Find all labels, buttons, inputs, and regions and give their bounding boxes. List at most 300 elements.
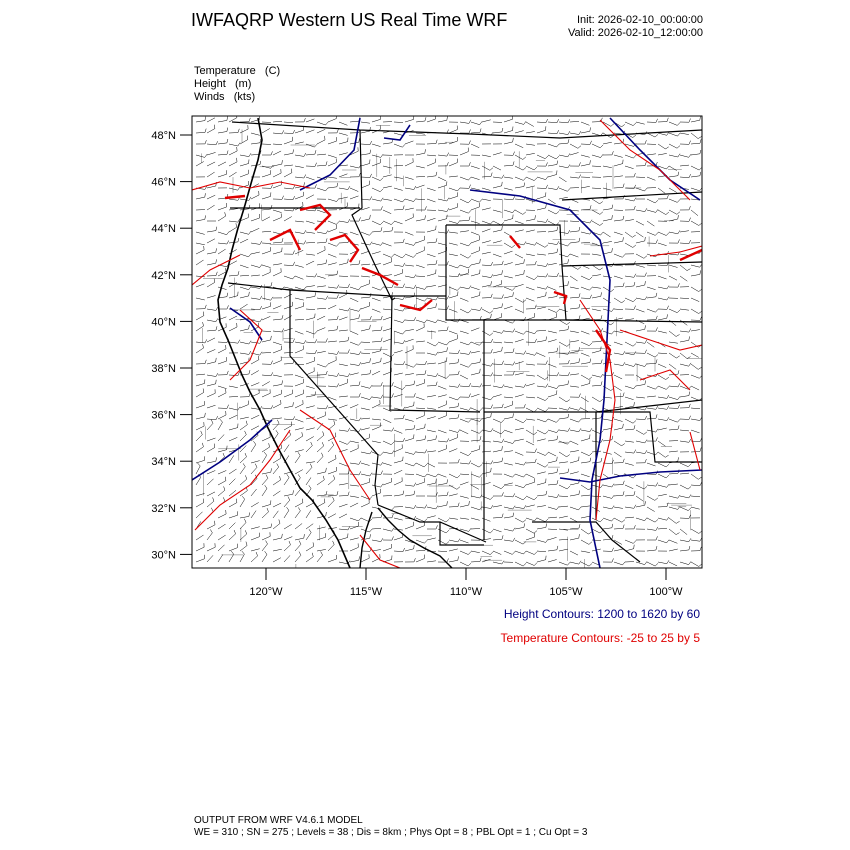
wind-barb-flag [513, 506, 515, 509]
valid-value: 2026-02-10_12:00:00 [597, 27, 703, 39]
wind-barb-flag [293, 251, 295, 255]
wind-barb-flag [491, 281, 492, 285]
wind-barb [306, 467, 312, 474]
wind-barb [515, 298, 523, 302]
wind-barb [273, 164, 282, 166]
wind-barb [416, 482, 425, 485]
wind-barb [196, 348, 204, 353]
wind-barb-flag [425, 424, 426, 428]
wind-barb [339, 294, 347, 298]
wind-barb [438, 199, 447, 201]
wind-barb [207, 533, 212, 540]
wind-barb [658, 318, 667, 320]
wind-barb [306, 296, 315, 298]
wind-barb-flag [293, 130, 295, 134]
wind-barb [207, 419, 216, 420]
wind-barb-flag [480, 307, 482, 310]
wind-barb [449, 560, 458, 562]
wind-barb [537, 208, 546, 210]
wind-barb [394, 221, 403, 224]
wind-barb [460, 210, 468, 213]
wind-barb-flag [601, 315, 602, 319]
wind-barb [636, 221, 644, 225]
wind-barb [636, 452, 645, 454]
wind-barb [372, 163, 380, 166]
wind-barb-flag [291, 422, 292, 426]
wind-barb [284, 500, 290, 507]
wind-barb-flag [447, 261, 448, 265]
wind-barb [405, 297, 414, 298]
wind-barb [438, 430, 447, 433]
wind-barb [636, 408, 645, 410]
wind-barb-flag [381, 227, 382, 231]
wind-barb-flag [612, 308, 614, 311]
wind-barb [691, 375, 699, 378]
wind-barb [361, 374, 370, 375]
wind-barb [273, 503, 281, 507]
wind-barb [504, 474, 512, 477]
wind-barb-flag [622, 124, 625, 126]
wind-barb [295, 232, 304, 234]
wind-barb-flag [253, 441, 255, 444]
wind-barb [438, 405, 446, 408]
wind-barb [229, 515, 238, 518]
wind-barb [658, 463, 666, 467]
wind-barb-flag [227, 139, 228, 143]
wind-barb [262, 536, 270, 540]
wind-barb [482, 265, 491, 266]
wind-barb [438, 185, 447, 188]
wind-barb [537, 483, 546, 485]
wind-barb-flag [381, 198, 383, 201]
wind-barb-flag [645, 340, 647, 344]
wind-barb [196, 219, 205, 221]
wind-barb [394, 265, 403, 266]
wind-barb-flag [534, 531, 537, 534]
wind-barb-flag [645, 350, 647, 354]
wind-barb [515, 496, 523, 500]
wind-barb [482, 375, 491, 376]
wind-barb [493, 539, 502, 540]
wind-barb-flag [293, 490, 294, 494]
wind-barb-flag [645, 188, 648, 191]
wind-barb [526, 353, 535, 355]
wind-barb [262, 243, 271, 244]
wind-barb [515, 230, 524, 232]
wind-barb [559, 384, 568, 386]
wind-barb [295, 428, 304, 430]
wind-barb [493, 441, 502, 442]
wind-barb-flag [480, 507, 483, 510]
wind-barb-flag [568, 428, 570, 432]
wind-barb [592, 342, 601, 343]
wind-barb [361, 408, 370, 410]
wind-barb [669, 484, 678, 485]
wind-barb [482, 285, 491, 287]
wind-barb [405, 339, 414, 342]
wind-barb-flag [436, 172, 437, 176]
wind-barb-flag [370, 370, 371, 374]
wind-barb [229, 172, 237, 177]
wind-barb [449, 485, 457, 489]
wind-barb [383, 463, 392, 466]
wind-barb-flag [315, 163, 317, 167]
wind-barb [691, 176, 700, 177]
wind-barb-flag [370, 534, 371, 538]
wind-barb-flag [666, 212, 669, 215]
wind-barb [647, 210, 656, 212]
wind-barb [669, 549, 678, 551]
wind-barb [449, 363, 458, 364]
wind-barb [647, 562, 655, 566]
wind-barb [438, 251, 447, 254]
wind-barb [350, 188, 358, 192]
wind-barb [306, 428, 315, 430]
wind-barb-flag [214, 125, 215, 129]
wind-barb [339, 341, 348, 342]
wind-barb [526, 186, 535, 188]
wind-barb-flag [469, 120, 471, 124]
wind-barb [361, 164, 370, 167]
wind-barb-flag [314, 331, 317, 334]
wind-barb [658, 232, 666, 236]
wind-barb-flag [579, 304, 580, 308]
wind-barb [229, 408, 238, 410]
wind-barb [460, 562, 468, 566]
wind-barb [438, 449, 446, 452]
wind-barb-flag [545, 465, 548, 468]
wind-barb [405, 287, 414, 288]
wind-barb [559, 430, 568, 431]
wind-barb-flag [414, 285, 416, 289]
wind-barb-flag [458, 403, 459, 407]
wind-barb [295, 375, 304, 378]
wind-barb-flag [332, 442, 334, 446]
wind-barb-flag [469, 351, 471, 355]
wind-barb-flag [546, 384, 548, 388]
wind-barb [262, 265, 271, 268]
wind-barb-flag [381, 382, 382, 386]
wind-barb [416, 397, 425, 400]
wind-barb [680, 463, 688, 467]
wind-barb-flag [359, 556, 360, 560]
wind-barb-flag [666, 147, 669, 149]
wind-barb [504, 430, 513, 433]
wind-barb [636, 364, 645, 367]
wind-barb [273, 133, 282, 134]
wind-barb [416, 341, 425, 342]
wind-barb [647, 485, 656, 486]
wind-barb-flag [381, 395, 383, 399]
wind-barb-flag [589, 287, 592, 290]
wind-barb [339, 287, 348, 288]
field-height: Height (m) [194, 78, 252, 90]
wind-barb [559, 133, 568, 135]
wind-barb-flag [513, 138, 514, 142]
wind-barb [240, 296, 249, 298]
wind-barb [460, 177, 468, 180]
wind-barb-flag [546, 361, 548, 365]
wind-barb [394, 386, 402, 390]
wind-barb [460, 505, 469, 507]
wind-barb [306, 446, 312, 452]
wind-barb [493, 186, 502, 188]
wind-barb [482, 188, 491, 191]
wind-barb-flag [313, 542, 314, 546]
lon-tick-label: 115°W [349, 586, 383, 598]
wind-barb [328, 514, 336, 518]
wind-barb [251, 218, 260, 221]
wind-barb [625, 429, 634, 430]
wind-barb [647, 287, 656, 290]
wind-barb-flag [447, 492, 448, 496]
wind-barb [515, 131, 524, 133]
wind-barb [460, 298, 468, 301]
wind-barb [482, 417, 491, 419]
wind-barb [691, 540, 700, 541]
wind-barb-flag [380, 178, 383, 181]
wind-barb [251, 342, 260, 343]
wind-barb [218, 174, 227, 177]
wind-barb [537, 560, 546, 562]
wind-barb [526, 482, 535, 485]
wind-barb [581, 462, 590, 463]
wind-barb-flag [633, 245, 636, 248]
wind-barb-flag [205, 413, 206, 417]
wind-barb [218, 415, 226, 419]
wind-barb [207, 349, 215, 353]
wind-barb [317, 408, 326, 409]
wind-barb [493, 307, 502, 309]
wind-barb-flag [447, 327, 448, 331]
wind-barb-flag [513, 538, 515, 541]
wind-barb-flag [678, 239, 680, 243]
wind-barb-flag [601, 232, 604, 235]
wind-barb-flag [656, 327, 658, 331]
wind-barb [614, 452, 622, 457]
wind-barb [537, 276, 546, 277]
wind-barb-flag [238, 238, 239, 242]
wind-barb [559, 408, 568, 410]
wind-barb-flag [238, 187, 240, 190]
wind-barb [636, 254, 644, 258]
wind-barb-flag [282, 329, 284, 333]
wind-barb [317, 140, 325, 144]
wind-barb [636, 122, 645, 124]
wind-barb [339, 188, 348, 190]
wind-barb [471, 144, 479, 148]
wind-barb-flag [545, 156, 548, 159]
wind-barb-flag [293, 196, 295, 200]
wind-barb [559, 485, 567, 489]
wind-barb-flag [590, 359, 591, 363]
wind-barb [548, 297, 557, 299]
wind-barb-flag [380, 453, 383, 456]
wind-barb [559, 263, 568, 265]
wind-barb [350, 441, 359, 443]
wind-barb [515, 263, 524, 265]
wind-barb [284, 537, 292, 540]
wind-barb-flag [249, 292, 250, 296]
wind-barb-flag [589, 343, 592, 346]
wind-barb [482, 331, 490, 336]
wind-barb [438, 529, 446, 533]
wind-barb [339, 504, 348, 507]
wind-barb-flag [491, 405, 493, 409]
wind-barb [515, 187, 524, 189]
wind-barb-flag [392, 382, 393, 386]
wind-barb [207, 129, 215, 133]
wind-barb-flag [469, 129, 471, 133]
wind-barb [372, 243, 381, 245]
wind-barb [438, 210, 447, 212]
wind-barb [339, 243, 348, 244]
wind-barb-flag [579, 131, 581, 134]
wind-barb-flag [458, 273, 460, 277]
wind-barb-flag [381, 358, 382, 362]
wind-barb-flag [546, 337, 547, 341]
wind-barb [537, 243, 545, 247]
wind-barb-flag [480, 558, 481, 562]
wind-barb-flag [502, 361, 504, 365]
wind-barb [207, 162, 215, 166]
wind-barb [548, 419, 556, 422]
wind-barb [515, 428, 524, 430]
wind-barb [262, 196, 271, 199]
wind-barb-flag [403, 340, 405, 344]
wind-barb-flag [656, 452, 659, 455]
wind-barb [251, 243, 260, 244]
wind-barb-flag [211, 420, 213, 424]
wind-barb [669, 176, 678, 177]
wind-barb-flag [557, 385, 560, 388]
wind-barb-flag [644, 486, 647, 489]
wind-barb-flag [535, 305, 536, 309]
wind-barb-flag [634, 450, 636, 454]
wind-barb [240, 304, 248, 309]
wind-barb [537, 463, 545, 467]
wind-barb [427, 274, 436, 277]
wind-barb-flag [271, 361, 273, 365]
wind-barb [526, 298, 534, 301]
wind-barb [669, 507, 678, 509]
wind-barb-flag [688, 508, 691, 511]
wind-barb [493, 177, 502, 178]
wind-barb [460, 199, 468, 203]
wind-barb-flag [622, 254, 625, 257]
wind-barb [207, 393, 215, 397]
lat-tick-label: 38°N [151, 363, 176, 375]
wind-barb-flag [282, 160, 283, 164]
wind-barb-flag [216, 326, 217, 330]
wind-barb-flag [601, 381, 602, 385]
wind-barb-flag [348, 259, 349, 263]
wind-barb [394, 199, 403, 202]
wind-barb [251, 556, 258, 562]
wind-barb [537, 353, 545, 357]
wind-barb [273, 218, 281, 222]
wind-barb-flag [468, 200, 471, 203]
wind-barb [350, 364, 359, 366]
wind-barb-flag [512, 474, 515, 477]
wind-barb-flag [689, 416, 691, 420]
wind-barb [416, 452, 425, 453]
wind-barb [317, 495, 326, 496]
wind-barb [394, 430, 402, 433]
wind-barb [416, 265, 425, 268]
wind-barb-flag [491, 314, 492, 318]
wind-barb-flag [216, 318, 218, 321]
wind-barb [449, 141, 458, 144]
wind-barb [581, 495, 590, 496]
wind-barb [262, 544, 268, 551]
wind-barb [537, 296, 546, 298]
wind-barb-flag [623, 424, 624, 428]
wind-barb [449, 407, 458, 408]
wind-barb [636, 285, 645, 287]
wind-barb [328, 341, 337, 342]
wind-barb [460, 463, 469, 464]
wind-barb-flag [402, 144, 405, 147]
wind-barb-flag [523, 563, 526, 566]
wind-barb [647, 353, 655, 357]
wind-barb [449, 265, 458, 268]
wind-barb [460, 243, 469, 246]
wind-barb-flag [224, 486, 225, 490]
wind-barb [251, 527, 260, 529]
wind-barb-flag [425, 370, 426, 374]
wind-barb [482, 166, 490, 170]
wind-barb-flag [700, 547, 701, 551]
wind-barb [614, 187, 623, 188]
wind-barb [229, 523, 235, 529]
wind-barb-flag [579, 315, 580, 319]
wind-barb [548, 331, 557, 333]
wind-barb [416, 153, 425, 155]
wind-barb [570, 451, 579, 453]
wind-barb [405, 349, 413, 353]
wind-barb [306, 177, 315, 180]
wind-barb [405, 265, 414, 266]
wind-barb [416, 240, 425, 243]
wind-barb [548, 537, 557, 540]
wind-barb [658, 397, 667, 398]
wind-barb-flag [502, 182, 503, 186]
wind-barb-flag [502, 514, 503, 518]
wind-barb-flag [403, 199, 406, 202]
wind-barb [251, 228, 259, 232]
wind-barb [515, 309, 523, 313]
wind-barb [229, 554, 234, 562]
wind-barb [603, 252, 612, 254]
wind-barb [196, 260, 204, 265]
wind-barb [449, 207, 458, 210]
wind-barb [548, 550, 557, 551]
wind-barb-flag [645, 208, 647, 211]
wind-barb [548, 484, 557, 485]
wind-barb [460, 430, 468, 434]
wind-barb-flag [687, 357, 690, 359]
wind-barb-flag [359, 351, 361, 354]
wind-barb-flag [348, 219, 350, 223]
wind-barb-flag [216, 248, 217, 252]
wind-barb-flag [458, 220, 461, 223]
wind-barb [680, 441, 689, 442]
wind-barb [658, 507, 667, 508]
wind-barb [328, 528, 337, 529]
wind-barb-flag [666, 233, 669, 236]
wind-barb [570, 287, 579, 289]
